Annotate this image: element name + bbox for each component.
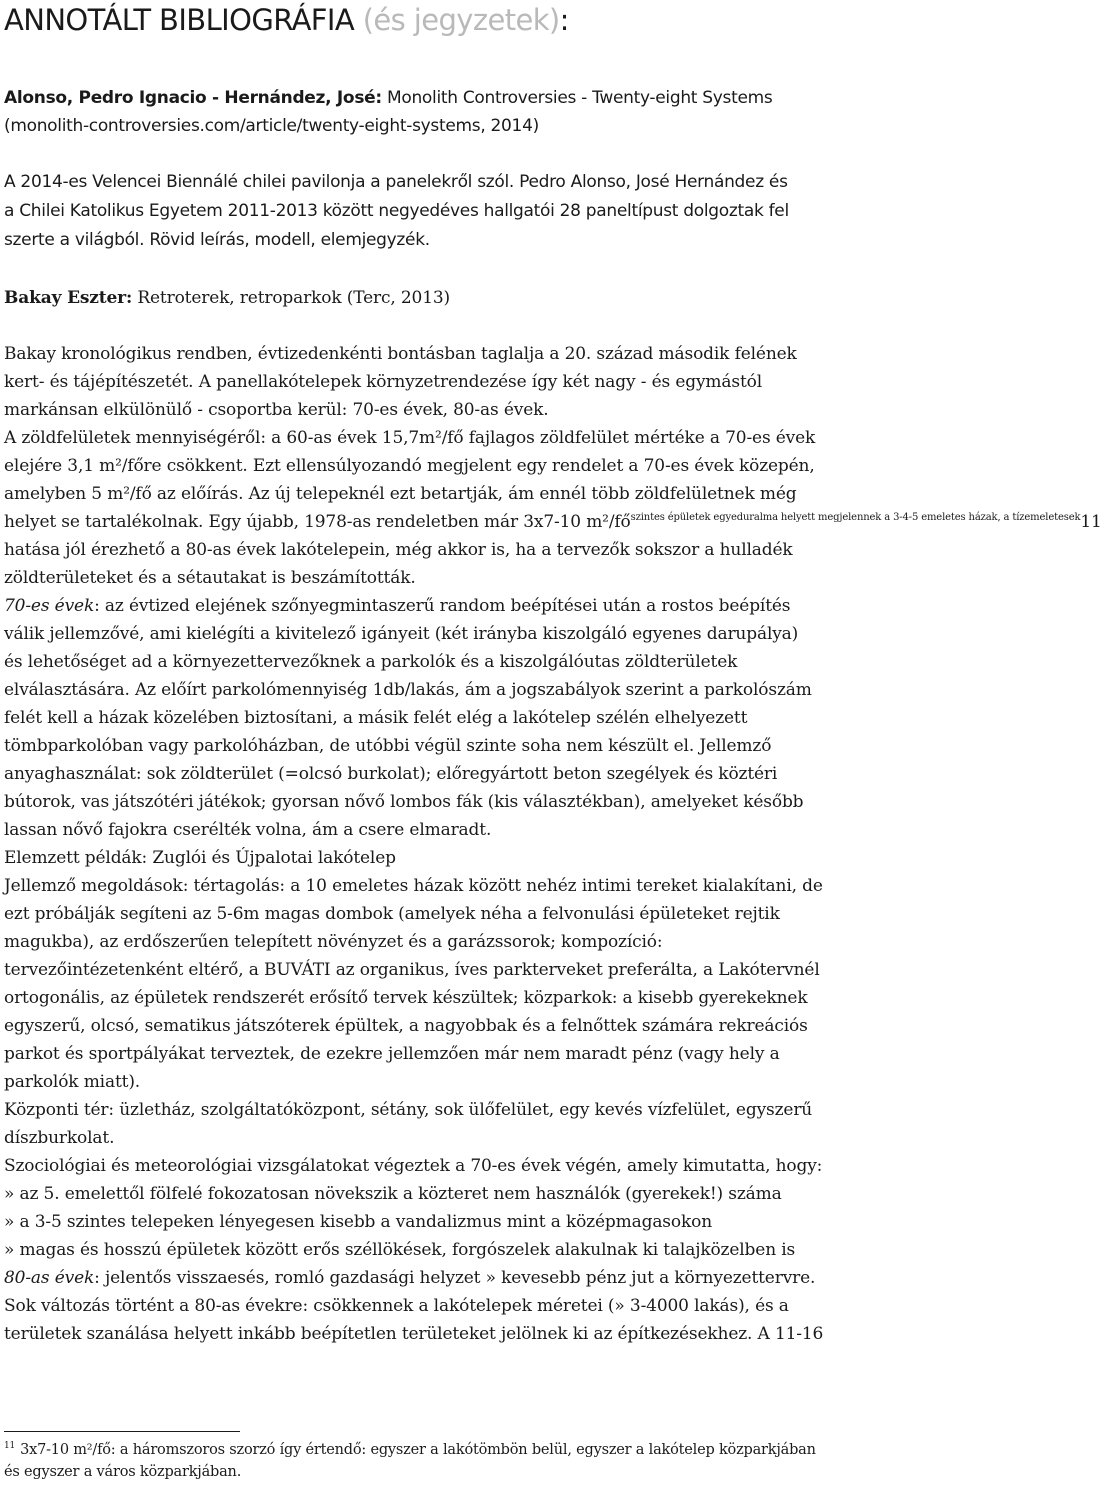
body-line: válik jellemzővé, ami kielégíti a kivitelező igányeit (két irányba kiszolgáló egyenes darupálya) [4, 624, 799, 644]
body-line: elválasztására. Az előírt parkolómennyiség 1db/lakás, ám a jogszabályok szerint a parkolószám [4, 680, 812, 700]
body-line: Központi tér: üzletház, szolgáltatóközpont, sétány, sok ülőfelület, egy kevés vízfelület, egyszerű [4, 1100, 813, 1120]
body-line: ortogonális, az épületek rendszerét erősítő tervek készültek; közparkok: a kisebb gyerekeknek [4, 988, 808, 1008]
body-line: Bakay kronológikus rendben, évtizedenkénti bontásban taglalja a 20. század második felének [4, 344, 797, 364]
body-line: parkolók miatt). [4, 1072, 141, 1092]
section-label-80s: 80-as évek [4, 1268, 95, 1288]
body-line [4, 1267, 815, 1289]
body-line: anyaghasználat: sok zöldterület (=olcsó burkolat); előregyártott beton szegélyek és köztéri [4, 764, 778, 784]
entry1-authors: Alonso, Pedro Ignacio - Hernández, José: [4, 88, 382, 108]
body-line: amelyben 5 m²/fő az előírás. Az új telepeknél ezt betartják, ám ennél több zöldfelületnek még [4, 484, 797, 504]
entry2-author: Bakay Eszter: [4, 288, 133, 308]
title-main: ANNOTÁLT BIBLIOGRÁFIA [4, 3, 355, 37]
body-text: 11 [1080, 512, 1102, 532]
entry2-source: Retroterek, retroparkok (Terc, 2013) [132, 288, 451, 308]
body-line: Jellemző megoldások: tértagolás: a 10 emeletes házak között nehéz intimi tereket kialakítani, de [4, 876, 823, 896]
footnote-reference: szintes épületek egyeduralma helyett megjelennek a 3-4-5 emeletes házak, a tízemeletesek [630, 512, 1081, 523]
bullet-line: » az 5. emelettől fölfelé fokozatosan növekszik a közteret nem használók (gyerekek!) száma [4, 1184, 782, 1204]
body-line: területek szanálása helyett inkább beépítetlen területeket jelölnek ki az építkezésekhez. A 11-16 [4, 1324, 824, 1344]
body-line: hatása jól érezhető a 80-as évek lakótelepein, még akkor is, ha a tervezők sokszor a hulladék [4, 540, 793, 560]
footnote-line2: és egyszer a város közparkjában. [4, 1464, 242, 1480]
entry1-source: Monolith Controversies - Twenty-eight Systems [381, 88, 773, 108]
body-line [4, 511, 1102, 533]
body-line: zöldterületeket és a sétautakat is beszámították. [4, 568, 416, 588]
body-line: kert- és tájépítészetét. A panellakótelepek környzetrendezése így két nagy - és egymástól [4, 372, 762, 392]
body-line: Sok változás történt a 80-as évekre: csökkennek a lakótelepek méretei (» 3-4000 lakás), és a [4, 1296, 789, 1316]
body-line: tömbparkolóban vagy parkolóházban, de utóbbi végül szinte soha nem készült el. Jellemző [4, 736, 772, 756]
footnote-marker: 11 [4, 1441, 16, 1451]
body-line: Elemzett példák: Zuglói és Újpalotai lakótelep [4, 848, 396, 868]
body-line [4, 595, 790, 617]
entry2-citation [4, 287, 450, 309]
body-line: parkot és sportpályákat terveztek, de ezekre jellemzően már nem maradt pénz (vagy hely a [4, 1044, 780, 1064]
body-line: lassan nővő fajokra cserélték volna, ám a csere elmaradt. [4, 820, 492, 840]
body-line: ezt próbálják segíteni az 5-6m magas dombok (amelyek néha a felvonulási épületeket rejtik [4, 904, 780, 924]
footnote-text: 3x7-10 m²/fő: a háromszoros szorzó így értendő: egyszer a lakótömbön belül, egyszer a lakótelep közparkjában [20, 1442, 816, 1458]
body-line: A zöldfelületek mennyiségéről: a 60-as évek 15,7m²/fő fajlagos zöldfelület mértéke a 70-es évek [4, 428, 816, 448]
title-colon: : [559, 3, 569, 37]
bullet-line: » a 3-5 szintes telepeken lényegesen kisebb a vandalizmus mint a középmagasokon [4, 1212, 712, 1232]
page-title [4, 2, 569, 38]
body-line: felét kell a házak közelében biztosítani, a másik felét elég a lakótelep szélén elhelyezett [4, 708, 748, 728]
body-line: és lehetőséget ad a környezettervezőknek a parkolók és a kiszolgálóutas zöldterületek [4, 652, 738, 672]
entry1-summary-line: szerte a világból. Rövid leírás, modell, elemjegyzék. [4, 230, 430, 250]
body-line: Szociológiai és meteorológiai vizsgálatokat végeztek a 70-es évek végén, amely kimutatta, hogy: [4, 1156, 823, 1176]
body-line: bútorok, vas játszótéri játékok; gyorsan nővő lombos fák (kis választékban), amelyeket később [4, 792, 804, 812]
body-text: helyet se tartalékolnak. Egy újabb, 1978-as rendeletben már 3x7-10 m²/fő [4, 512, 631, 532]
bullet-line: » magas és hosszú épületek között erős széllökések, forgószelek alakulnak ki talajközelben is [4, 1240, 796, 1260]
footnote-divider [4, 1431, 240, 1432]
entry1-summary-line: A 2014-es Velencei Biennálé chilei pavilonja a panelekről szól. Pedro Alonso, José Hernández és [4, 172, 788, 192]
body-line: elejére 3,1 m²/főre csökkent. Ezt ellensúlyozandó megjelent egy rendelet a 70-es évek közepén, [4, 456, 815, 476]
entry1-summary-line: a Chilei Katolikus Egyetem 2011-2013 között negyedéves hallgatói 28 paneltípust dolgoztak fel [4, 201, 789, 221]
body-text: : jelentős visszaesés, romló gazdasági helyzet » kevesebb pénz jut a környezettervre. [94, 1268, 816, 1288]
title-subtitle: (és jegyzetek) [354, 3, 560, 37]
body-line: díszburkolat. [4, 1128, 115, 1148]
body-line: markánsan elkülönülő - csoportba kerül: 70-es évek, 80-as évek. [4, 400, 549, 420]
entry1-citation-line2: (monolith-controversies.com/article/twenty-eight-systems, 2014) [4, 116, 539, 136]
section-label-70s: 70-es évek [4, 596, 95, 616]
body-text: : az évtized elejének szőnyegmintaszerű random beépítései után a rostos beépítés [94, 596, 791, 616]
entry1-citation-line1 [4, 87, 772, 109]
body-line: magukba), az erdőszerűen telepített növényzet és a garázssorok; kompozíció: [4, 932, 663, 952]
body-line: egyszerű, olcsó, sematikus játszóterek épültek, a nagyobbak és a felnőttek számára rekreációs [4, 1016, 808, 1036]
footnote-line1 [4, 1441, 816, 1459]
body-line: tervezőintézetenként eltérő, a BUVÁTI az organikus, íves parkterveket preferálta, a Lakótervnél [4, 960, 820, 980]
